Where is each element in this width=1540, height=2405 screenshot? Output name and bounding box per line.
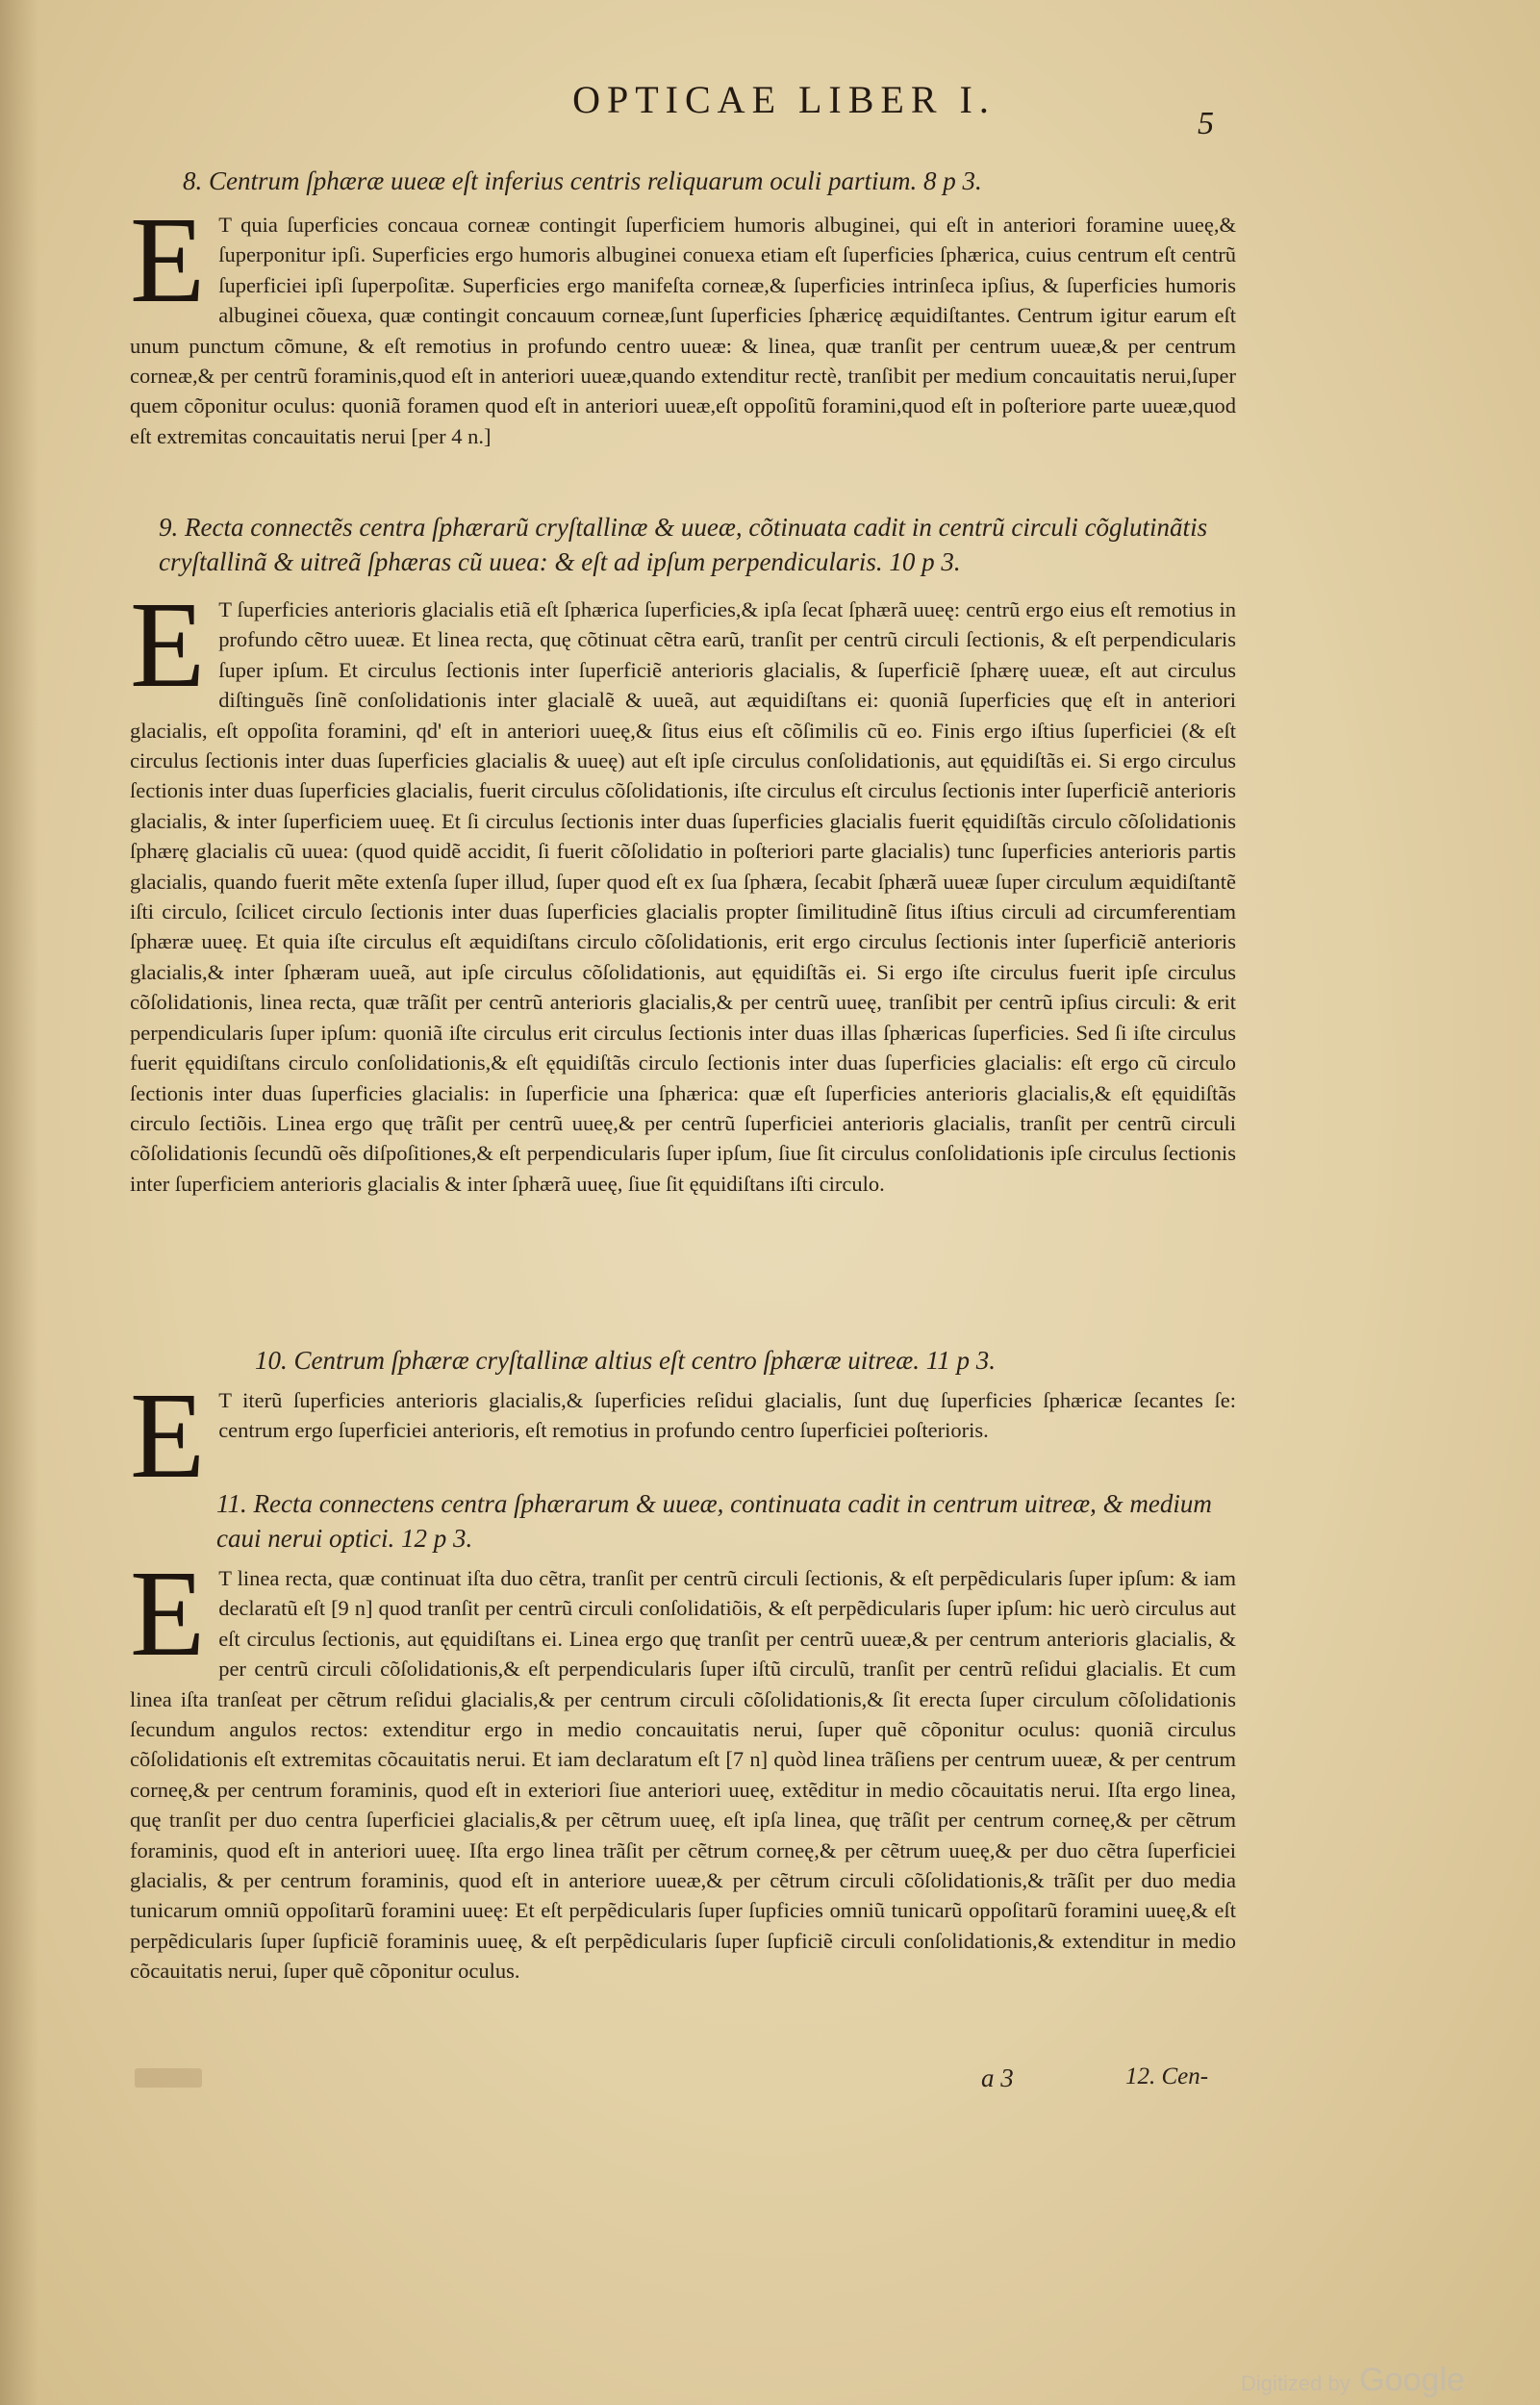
proposition-heading-9: 9. Recta connectẽs centra ſphærarũ cryſtallinæ & uueæ, cõtinuata cadit in centrũ circuli cõglutinãtis cryſtallinã & uitreã ſphæras cũ uuea: & eſt ad ipſum perpendicularis. 10 p 3. — [159, 513, 1208, 576]
page-number: 5 — [1198, 106, 1214, 141]
paragraph-body: T ſuperficies anterioris glacialis etiã eſt ſphærica ſuperficies,& ipſa ſecat ſphærã uueę: centrũ ergo eius eſt remotius in profundo cẽtro uueæ. Et linea recta, quę cõtinuat cẽtra earũ, tranſit per centrũ circuli ſectionis, & eſt perpendicularis ſuper ipſum. Et circulus ſectionis inter ſuperficiẽ anterioris glacialis, & ſuperficiẽ ſphærę uueæ, eſt aut circulus diſtinguẽs ſinẽ conſolidationis inter glacialẽ & uueã, aut æquidiſtans ei: quoniã ſuperficies quę eſt in anteriori glacialis, eſt oppoſita foramini, qd' eſt in anteriori uueę,& ſitus eius eſt cõſimilis cũ eo. Finis ergo iſtius ſuperficiei (& eſt circulus ſectionis inter duas ſuperficies glacialis & uueę) aut eſt ipſe circulus conſolidationis, aut ęquidiſtãs ei. Si ergo circulus ſectionis inter duas ſuperficies glacialis, fuerit circulus cõſolidationis, iſte circulus eſt circulus ſectionis inter ſuperficiẽ anterioris glacialis, & inter ſuperficiem uueę. Et ſi circulus ſectionis inter duas ſuperficies glacialis fuerit ęquidiſtãs circulo cõſolidationis ſphærę glacialis cũ uuea: (quod quidẽ accidit, ſi fuerit cõſolidatio in poſteriori parte glacialis) tunc ſuperficies anterioris partis glacialis, quando fuerit mẽte extenſa ſuper illud, ſuper quod eſt ex ſua ſphæra, ſecabit ſphærã uueæ ſuper circulum æquidiſtantẽ iſti circulo, ſcilicet circulo ſectionis inter duas ſuperficies glacialis propter ſimilitudinẽ ſitus iſtius circuli ad circumferentiam ſphæræ uueę. Et quia iſte circulus eſt æquidiſtans circulo cõſolidationis, erit ergo circulus ſectionis inter ſuperficiẽ anterioris glacialis,& inter ſphæram uueã, aut ipſe circulus cõſolidationis, aut ęquidiſtãs ei. Si ergo iſte circulus fuerit ipſe circulus cõſolidationis, linea recta, quæ trãſit per centrũ anterioris glacialis,& per centrũ uueę, tranſibit per centrũ ipſius circuli: & erit perpendicularis ſuper ipſum: quoniã iſte circulus erit circulus ſectionis inter duas illas ſphæricas ſuperficies. Sed ſi iſte circulus fuerit ęquidiſtans circulo conſolidationis,& eſt ęquidiſtãs circulo ſectionis inter duas ſuperficies glacialis: eſt ergo cũ circulo ſectionis inter duas ſuperficies glacialis: in ſuperficie una ſphærica: quæ eſt ſuperficies anterioris glacialis,& eſt ęquidiſtãs circulo ſectiõis. Linea ergo quę trãſit per centrũ uueę,& per centrũ ſuperficiei anterioris glacialis, tranſit per centrũ circuli cõſolidationis ſecundũ oẽs diſpoſitiones,& eſt perpendicularis ſuper ipſum, ſiue ſit circulus conſolidationis ipſe circulus ſectionis inter ſuperficiem anterioris glacialis & inter ſphærã uueę, ſiue ſit ęquidiſtans iſti circulo. — [130, 597, 1236, 1196]
drop-cap-initial: E — [130, 1385, 206, 1478]
proposition-text-9 — [130, 595, 1236, 1326]
paragraph-body: T quia ſuperficies concaua corneæ contingit ſuperficiem humoris albuginei, qui eſt in anteriori foramine uueę,& ſuperponitur ipſi. Superficies ergo humoris albuginei conuexa etiam eſt ſuperficies ſphærica, cuius centrum eſt centrũ ſuperficiei ipſi ſuperpoſitæ. Superficies ergo manifeſta corneæ,& ſuperficies intrinſeca ipſius, & ſuperficies humoris albuginei cõuexa, quæ contingit concauum corneæ,ſunt ſuperficies ſphæricę æquidiſtantes. Centrum igitur earum eſt unum punctum cõmune, & eſt remotius in profundo centro uueæ: & linea, quæ tranſit per centrum uueæ,& per centrum corneæ,& per centrũ foraminis,quod eſt in anteriori uueæ,quando extenditur rectè, tranſibit per medium concauitatis nerui,ſuper quem cõponitur oculus: quoniã foramen quod eſt in anteriori uueæ,eſt oppoſitũ foramini,quod eſt in poſteriore parte uueæ,quod eſt extremitas concauitatis nerui [per 4 n.] — [130, 213, 1236, 448]
proposition-heading-10: 10. Centrum ſphæræ cryſtallinæ altius eſt centro ſphæræ uitreæ. 11 p 3. — [255, 1346, 997, 1375]
drop-cap-initial: E — [130, 1563, 206, 1682]
watermark-brand: Google — [1359, 2362, 1465, 2398]
proposition-text-11 — [130, 1563, 1236, 2054]
proposition-text-8 — [130, 210, 1236, 516]
page-gutter-shadow — [0, 0, 38, 2405]
digitization-watermark — [1241, 2362, 1465, 2399]
drop-cap-initial: E — [130, 210, 206, 328]
watermark-prefix: Digitized by — [1241, 2371, 1351, 2395]
proposition-text-10 — [130, 1385, 1236, 1478]
signature-mark: a 3 — [981, 2063, 1014, 2092]
proposition-heading-8: 8. Centrum ſphæræ uueæ eſt inferius centris reliquarum oculi partium. 8 p 3. — [183, 166, 982, 195]
running-head: OPTICAE LIBER I. — [572, 78, 996, 121]
drop-cap-initial: E — [130, 595, 206, 713]
library-stamp-mark — [135, 2068, 202, 2088]
paragraph-body: T iterũ ſuperficies anterioris glacialis,& ſuperficies reſidui glacialis, ſunt duę ſuperficies ſphæricæ ſecantes ſe: centrum ergo ſuperficiei anterioris, eſt remotius in profundo centro ſuperficiei poſterioris. — [218, 1388, 1236, 1443]
catchword: 12. Cen- — [1125, 2063, 1209, 2089]
paragraph-body: T linea recta, quæ continuat iſta duo cẽtra, tranſit per centrũ circuli ſectionis, & eſt perpẽdicularis ſuper ipſum: & iam declaratũ eſt [9 n] quod tranſit per centrũ circuli conſolidatiõis, & eſt perpẽdicularis ſuper ipſum: hic uerò circulus aut eſt circulus ſectionis, aut ęquidiſtans ei. Linea ergo quę tranſit per centrũ uueæ,& per centrum anterioris glacialis, & per centrũ circuli cõſolidationis,& eſt perpendicularis ſuper iſtũ circulũ, tranſit per centrũ reſidui glacialis. Et cum linea iſta tranſeat per cẽtrum reſidui glacialis,& per centrum circuli cõſolidationis,& ſit erecta ſuper circulum cõſolidationis ſecundum angulos rectos: extenditur ergo in medio concauitatis nerui, ſuper quẽ cõponitur oculus: quoniã circulus cõſolidationis eſt extremitas cõcauitatis nerui. Et iam declaratum eſt [7 n] quòd linea trãſiens per centrum uueæ, & per centrum corneę,& per centrum foraminis, quod eſt in exteriori ſiue anteriori uueę, extẽditur in medio cõcauitatis nerui. Iſta ergo linea, quę tranſit per duo centra ſuperficiei glacialis,& per cẽtrum uueę, eſt ipſa linea, quę trãſit per centrum corneę,& per cẽtrum foraminis, quod eſt in anteriori uueę. Iſta ergo linea trãſit per cẽtrum corneę,& per cẽtrum uueę,& per duo cẽtra ſuperficiei glacialis, & per centrum foraminis, quod eſt in anteriore uueæ,& per cẽtrum circuli cõſolidationis,& trãſit per duo media tunicarum omniũ oppoſitarũ foramini uueę: Et eſt perpẽdicularis ſuper ſupficies omniũ tunicarũ oppoſitarũ foramini uueę,& eſt perpẽdicularis ſuper ſupficiẽ foraminis uueę, & eſt perpẽdicularis ſuper ſupficiẽ circuli conſolidationis,& extenditur in medio cõcauitatis nerui, ſuper quẽ cõponitur oculus. — [130, 1566, 1236, 1984]
proposition-heading-11: 11. Recta connectens centra ſphærarum & uueæ, continuata cadit in centrum uitreæ, & medium caui nerui optici. 12 p 3. — [216, 1489, 1212, 1553]
